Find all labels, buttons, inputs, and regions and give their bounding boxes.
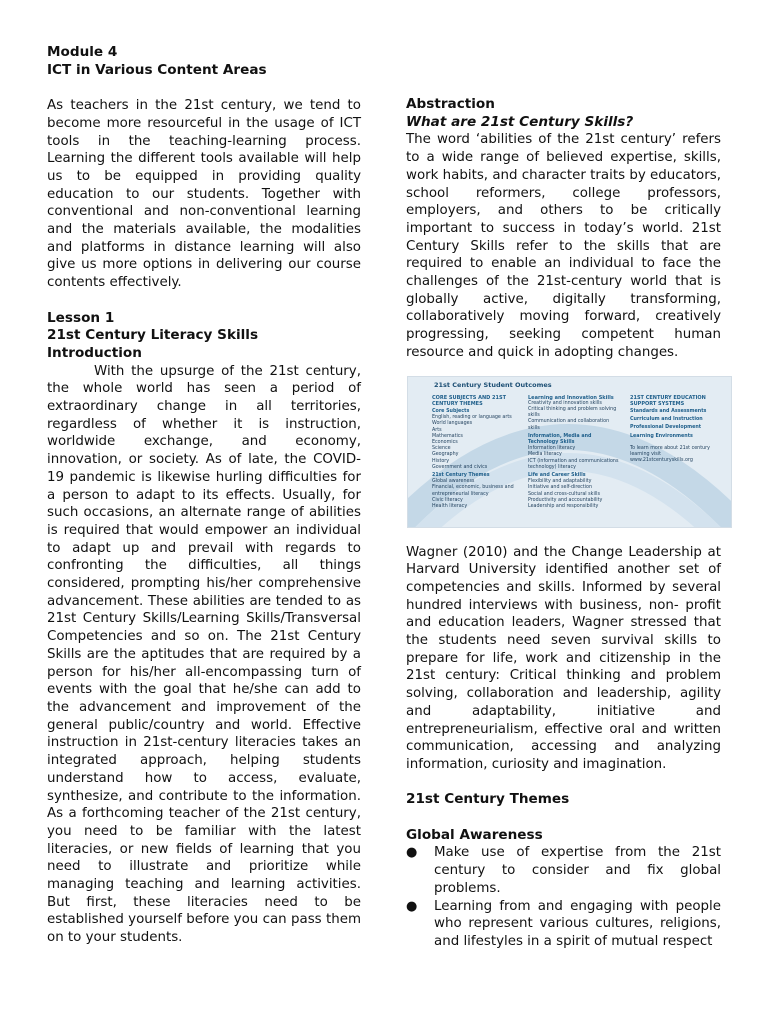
bullet-dot-icon: ● [406,898,418,914]
figure-col2-item: Creativity and innovation skills [528,400,602,406]
figure-col3-note: To learn more about 21st century learning visit www.21stcenturyskills.org [630,445,710,464]
figure-col1-item: Financial, economic, business and entrepreneurial literacy [432,485,514,497]
bullet-dot-icon: ● [406,845,418,861]
introduction-heading: Introduction [47,344,142,361]
figure-col2-sub: Information, Media and Technology Skills [528,433,592,445]
figure-col1-item: Civic literacy [432,497,463,503]
figure-col2-sub2: Life and Career Skills [528,472,586,478]
student-outcomes-figure [407,376,732,528]
global-awareness-heading: Global Awareness [406,826,543,843]
figure-col1-item: Economics [432,439,458,445]
introduction-body: With the upsurge of the 21st century, the whole world has seen a period of extraordinary change in all territories, regardless of whether it is instruction, worldwide exchange, and economy, innovation, or society. As of late, the COVID-19 pandemic is likewise hurling difficulties for a person to adapt to its effects. Usually, for such occasions, an alternate range of abilities is required that would empower an individual to adapt up and prevail with regards to confronting the difficulties, all things considered, prompting his/her comprehensive advancement. These abilities are tended to as 21st Century Skills/Learning Skills/Transversal Competencies and so on. The 21st Century Skills are the aptitudes that are required by a person for his/her all-encompassing turn of events with the goal that he/she can add to the advancement and improvement of the general public/country and world. Effective instruction in 21st-century literacies takes an integrated approach, helping students understand how to access, evaluate, synthesize, and contribute to the information. As a forthcoming teacher of the 21st century, you need to be familiar with the latest literacies, or new fields of learning that you need to illustrate and prioritize while managing teaching and learning activities. But first, these literacies need to be established yourself before you can pass them on to your students. [47,363,361,946]
bullet-item [406,898,721,951]
wagner-paragraph: Wagner (2010) and the Change Leadership at Harvard University identified another set of competencies and skills. Informed by several hundred interviews with business, non- profit and education leaders, Wagner stressed that the students need seven survival skills to prepare for life, work and citizenship in the 21st century: Critical thinking and problem solving, collaboration and leadership, agility and adaptability, initiative and entrepreneurialism, effective oral and written communication, accessing and analyzing information, curiosity and imagination. [406,544,721,772]
figure-col1-item: Geography [432,452,459,458]
lesson-label: Lesson 1 [47,309,115,326]
figure-col1-item: Government and civics [432,464,488,470]
figure-col2-item: Initiative and self-direction [528,485,592,491]
figure-col2-item: Flexibility and adaptability [528,479,592,485]
figure-title: 21st Century Student Outcomes [434,380,552,389]
bullet-item [406,844,721,897]
figure-col1-sub: Core Subjects [432,408,470,414]
intro-paragraph: As teachers in the 21st century, we tend to become more resourceful in the usage of ICT tools in the teaching-learning process. Learning the different tools available will help us to be equipped in providing quality education to our students. Together with conventional and non-conventional learning and the materials available, the modalities and platforms in distance learning will also give us more options in delivering our course contents effectively. [47,98,361,291]
figure-col3-item: Standards and Assessments [630,408,707,414]
figure-col-skills [528,395,620,511]
figure-col-support [630,395,720,465]
figure-col1-item: Mathematics [432,433,463,439]
figure-col1-item: Health literacy [432,504,468,509]
lesson-title: 21st Century Literacy Skills [47,327,259,344]
figure-col3-item: Learning Environments [630,433,693,439]
figure-col2-head: Learning and Innovation Skills [528,394,614,401]
figure-col3-item: Professional Development [630,425,702,431]
figure-col2-item: Media literacy [528,452,562,458]
figure-col3-item: Curriculum and Instruction [630,417,703,423]
figure-col1-item: World languages [432,421,473,427]
abstraction-body: The word ‘abilities of the 21st century’ refers to a wide range of believed expertise, skills, work habits, and character traits by educators, school reformers, college professors, employers, and others to be critically important to success in today’s world. 21st Century Skills refer to the skills that are required to enable an individual to face the challenges of the 21st-century world that is globally active, digitally transforming, collaboratively moving forward, creatively progressing, seeking competent human resource and quick in adopting changes. [406,132,721,360]
figure-col2-item: Leadership and responsibility [528,504,599,509]
module-title: ICT in Various Content Areas [47,61,267,78]
figure-col1-item: Science [432,446,451,452]
figure-col2-item: Social and cross-cultural skills [528,491,600,497]
figure-col1-head: CORE SUBJECTS AND 21ST CENTURY THEMES [432,394,507,407]
themes-heading: 21st Century Themes [406,791,570,808]
figure-col2-item: Critical thinking and problem solving skills [528,406,617,419]
bullet-text: Learning from and engaging with people who represent various cultures, religions, and lifestyles in a spirit of mutual respect [434,898,721,949]
module-label: Module 4 [47,44,118,60]
skills-question: What are 21st Century Skills? [406,113,634,130]
figure-col2-item: Productivity and accountability [528,497,603,503]
right-column [406,44,721,951]
figure-col1-item: Global awareness [432,479,475,485]
abstraction-heading: Abstraction [406,96,495,112]
left-column [47,44,361,947]
figure-col1-item: English, reading or language arts [432,415,512,421]
figure-col2-item: ICT (information and communications technology) literacy [528,458,619,470]
figure-col3-head: 21ST CENTURY EDUCATION SUPPORT SYSTEMS [630,394,706,407]
figure-col1-sub2: 21st Century Themes [432,472,490,478]
figure-col-core [432,395,516,511]
figure-col2-item: Communication and collaboration skills [528,419,610,431]
figure-col1-item: History [432,458,450,464]
figure-col2-item: Information literacy [528,446,576,452]
bullet-text: Make use of expertise from the 21st century to consider and fix global problems. [434,845,721,896]
figure-col1-item: Arts [432,427,442,433]
